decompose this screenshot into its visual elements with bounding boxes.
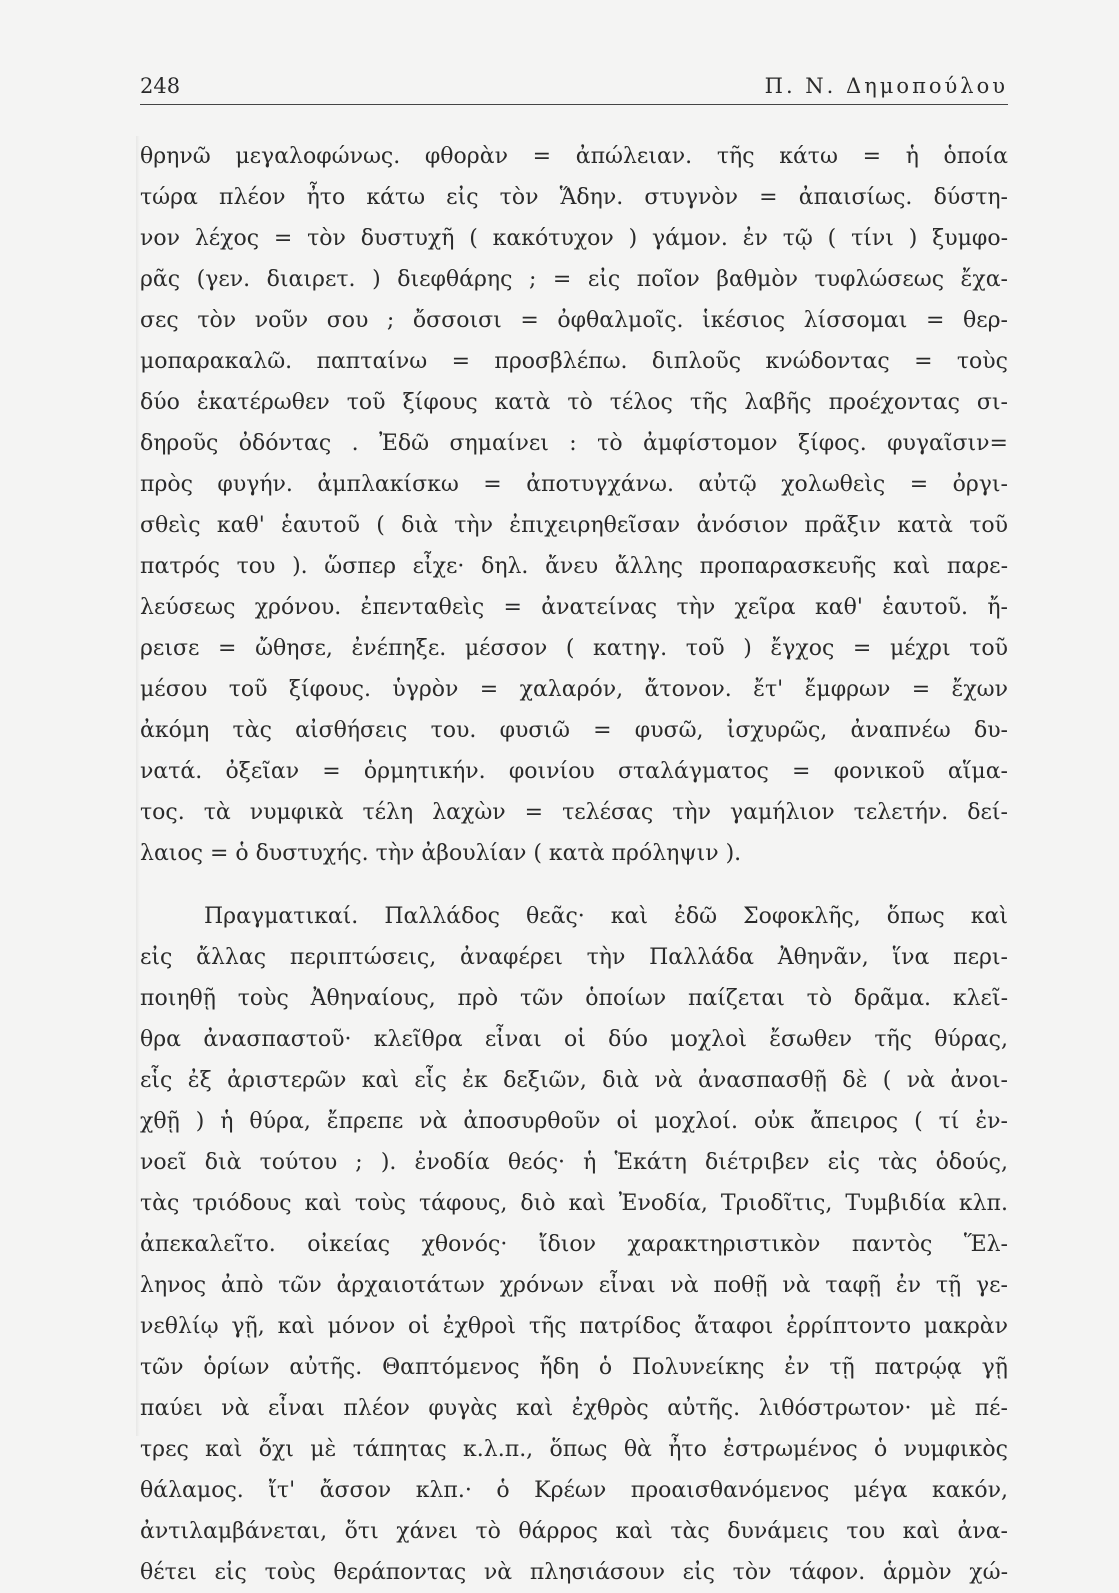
- text-line: σθεὶς καθ' ἑαυτοῦ ( διὰ τὴν ἐπιχειρηθεῖσαν ἀνόσιον πρᾶξιν κατὰ τοῦ: [140, 513, 1008, 538]
- paragraph-glossary: [140, 136, 1008, 874]
- text-line: ἀντιλαμβάνεται, ὅτι χάνει τὸ θάρρος καὶ τὰς δυνάμεις του καὶ ἀνα-: [140, 1519, 1008, 1544]
- text-line: ρᾶς (γεν. διαιρετ. ) διεφθάρης ; = εἰς ποῖον βαθμὸν τυφλώσεως ἔχα-: [140, 267, 1008, 292]
- text-line: τώρα πλέον ἦτο κάτω εἰς τὸν Ἅδην. στυγνὸν = ἀπαισίως. δύστη-: [140, 185, 1008, 210]
- text-line: δύο ἑκατέρωθεν τοῦ ξίφους κατὰ τὸ τέλος τῆς λαβῆς προέχοντας σι-: [140, 390, 1008, 415]
- text-line: θάλαμος. ἴτ' ἄσσον κλπ.· ὁ Κρέων προαισθανόμενος μέγα κακόν,: [140, 1478, 1008, 1503]
- text-line: ρεισε = ὤθησε, ἐνέπηξε. μέσσον ( κατηγ. τοῦ ) ἔγχος = μέχρι τοῦ: [140, 636, 1008, 661]
- text-line: θέτει εἰς τοὺς θεράποντας νὰ πλησιάσουν εἰς τὸν τάφον. ἁρμὸν χώ-: [140, 1560, 1008, 1585]
- text-line: εἰς ἄλλας περιπτώσεις, ἀναφέρει τὴν Παλλάδα Ἀθηνᾶν, ἵνα περι-: [140, 945, 1008, 970]
- text-line: νατά. ὀξεῖαν = ὁρμητικήν. φοινίου σταλάγματος = φονικοῦ αἵμα-: [140, 759, 1008, 784]
- page-number: 248: [140, 74, 181, 98]
- text-line: θρηνῶ μεγαλοφώνως. φθορὰν = ἀπώλειαν. τῆς κάτω = ἡ ὁποία: [140, 144, 1008, 169]
- paragraph-pragmatikai: [140, 896, 1008, 1593]
- text-line: ἀκόμη τὰς αἰσθήσεις του. φυσιῶ = φυσῶ, ἰσχυρῶς, ἀναπνέω δυ-: [140, 718, 1008, 743]
- text-line: νον λέχος = τὸν δυστυχῆ ( κακότυχον ) γάμον. ἐν τῷ ( τίνι ) ξυμφο-: [140, 226, 1008, 251]
- text-line: πατρός του ). ὥσπερ εἶχε· δηλ. ἄνευ ἄλλης προπαρασκευῆς καὶ παρε-: [140, 554, 1008, 579]
- text-line: παύει νὰ εἶναι πλέον φυγὰς καὶ ἐχθρὸς αὐτῆς. λιθόστρωτον· μὲ πέ-: [140, 1396, 1008, 1421]
- page-header: [140, 72, 1008, 105]
- text-line: τὰς τριόδους καὶ τοὺς τάφους, διὸ καὶ Ἐνοδία, Τριοδῖτις, Τυμβιδία κλπ.: [140, 1191, 1008, 1216]
- text-line: εἷς ἐξ ἀριστερῶν καὶ εἷς ἐκ δεξιῶν, διὰ νὰ ἀνασπασθῇ δὲ ( νὰ ἀνοι-: [140, 1068, 1008, 1093]
- text-line: τῶν ὁρίων αὐτῆς. Θαπτόμενος ἤδη ὁ Πολυνείκης ἐν τῇ πατρῴᾳ γῇ: [140, 1355, 1008, 1380]
- text-line: μέσου τοῦ ξίφους. ὑγρὸν = χαλαρόν, ἄτονον. ἔτ' ἔμφρων = ἔχων: [140, 677, 1008, 702]
- text-line: τρες καὶ ὄχι μὲ τάπητας κ.λ.π., ὅπως θὰ ἦτο ἐστρωμένος ὁ νυμφικὸς: [140, 1437, 1008, 1462]
- body-text: [140, 136, 1008, 1593]
- text-line: τος. τὰ νυμφικὰ τέλη λαχὼν = τελέσας τὴν γαμήλιον τελετήν. δεί-: [140, 800, 1008, 825]
- text-line: μοπαρακαλῶ. παπταίνω = προσβλέπω. διπλοῦς κνώδοντας = τοὺς: [140, 349, 1008, 374]
- text-line: δηροῦς ὀδόντας . Ἐδῶ σημαίνει : τὸ ἀμφίστομον ξίφος. φυγαῖσιν=: [140, 431, 1008, 456]
- paragraph-gap: [140, 874, 1008, 896]
- text-line: ποιηθῇ τοὺς Ἀθηναίους, πρὸ τῶν ὁποίων παίζεται τὸ δρᾶμα. κλεῖ-: [140, 986, 1008, 1011]
- text-line: θρα ἀνασπαστοῦ· κλεῖθρα εἶναι οἱ δύο μοχλοὶ ἔσωθεν τῆς θύρας,: [140, 1027, 1008, 1052]
- text-line: σες τὸν νοῦν σου ; ὄσσοισι = ὀφθαλμοῖς. ἱκέσιος λίσσομαι = θερ-: [140, 308, 1008, 333]
- text-line: νεθλίῳ γῇ, καὶ μόνον οἱ ἐχθροὶ τῆς πατρίδος ἄταφοι ἐρρίπτοντο μακρὰν: [140, 1314, 1008, 1339]
- text-line: νοεῖ διὰ τούτου ; ). ἐνοδία θεός· ἡ Ἑκάτη διέτριβεν εἰς τὰς ὁδούς,: [140, 1150, 1008, 1175]
- text-line: ἀπεκαλεῖτο. οἰκείας χθονός· ἴδιον χαρακτηριστικὸν παντὸς Ἕλ-: [140, 1232, 1008, 1257]
- text-line: λεύσεως χρόνου. ἐπενταθεὶς = ἀνατείνας τὴν χεῖρα καθ' ἑαυτοῦ. ἤ-: [140, 595, 1008, 620]
- text-line: πρὸς φυγήν. ἀμπλακίσκω = ἀποτυγχάνω. αὐτῷ χολωθεὶς = ὀργι-: [140, 472, 1008, 497]
- text-line: Πραγματικαί. Παλλάδος θεᾶς· καὶ ἐδῶ Σοφοκλῆς, ὅπως καὶ: [204, 904, 1008, 929]
- text-line: ληνος ἀπὸ τῶν ἀρχαιοτάτων χρόνων εἶναι νὰ ποθῇ νὰ ταφῇ ἐν τῇ γε-: [140, 1273, 1008, 1298]
- running-head: Π. Ν. Δημοπούλου: [764, 74, 1008, 98]
- text-line: χθῇ ) ἡ θύρα, ἔπρεπε νὰ ἀποσυρθοῦν οἱ μοχλοί. οὐκ ἄπειρος ( τί ἐν-: [140, 1109, 1008, 1134]
- text-line: λαιος = ὁ δυστυχής. τὴν ἀβουλίαν ( κατὰ πρόληψιν ).: [140, 841, 742, 866]
